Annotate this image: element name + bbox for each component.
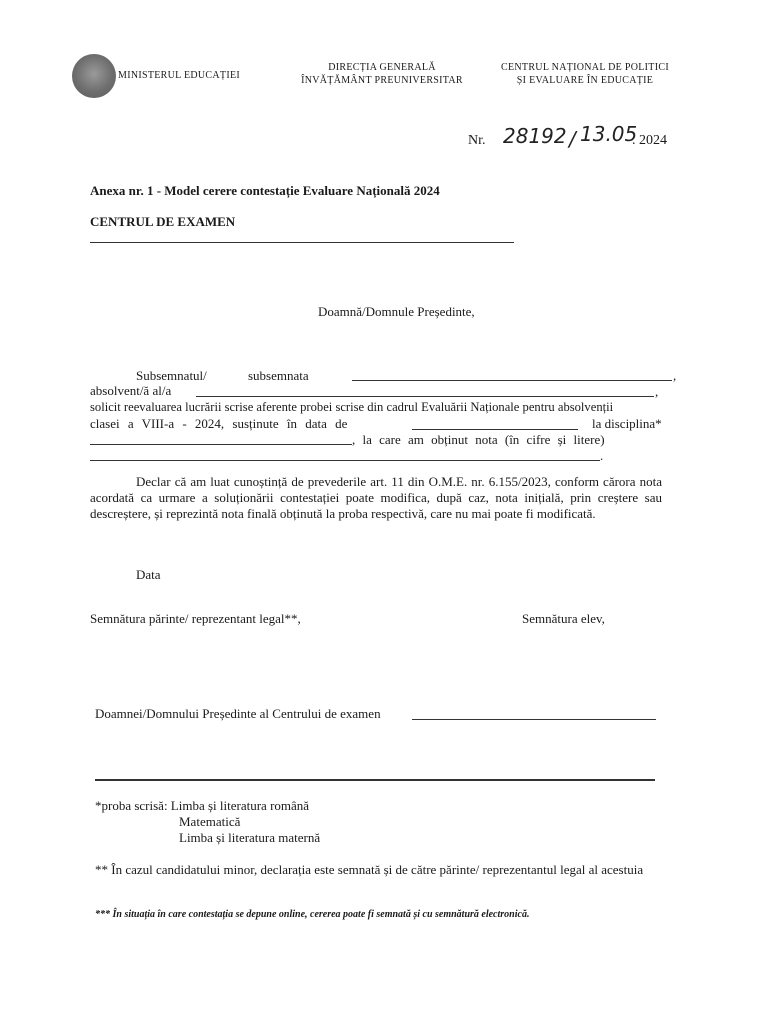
exam-date-label: clasei a VIII-a - 2024, susținute în data de	[90, 416, 348, 431]
declaration-paragraph	[90, 474, 662, 522]
school-field-comma: ,	[655, 384, 659, 399]
center-name	[490, 61, 680, 87]
footnote-online-submission: *** În situația în care contestația se depune online, cererea poate fi semnată și cu semnătură electronică.	[95, 909, 530, 920]
ministry-name: MINISTERUL EDUCAȚIEI	[118, 70, 241, 81]
registration-prefix: Nr.	[468, 133, 486, 148]
footnote-subject-romanian: *proba scrisă: Limba și literatura română	[95, 798, 310, 813]
declaration-text: Declar că am luat cunoștință de prevederile art. 11 din O.M.E. nr. 6.155/2023, conform cărora nota acordată ca urmare a soluționării contestației poate modifica, după caz, nota inițială, prin creștere sau descreștere, și reprezintă nota finală obținută la proba respectivă, care nu mai poate fi modificată.	[90, 474, 662, 521]
center-line1: CENTRUL NAȚIONAL DE POLITICI	[501, 62, 669, 73]
footnote-subjects	[95, 798, 320, 846]
discipline-field-line[interactable]	[90, 444, 352, 445]
graduate-label: absolvent/ă al/a	[90, 383, 172, 398]
discipline-label: la disciplina*	[592, 416, 662, 431]
directorate-line1: DIRECȚIA GENERALĂ	[328, 62, 436, 73]
name-field-comma: ,	[673, 368, 677, 383]
exam-center-heading: CENTRUL DE EXAMEN	[90, 214, 236, 229]
addressee-field-line[interactable]	[412, 719, 656, 720]
footnote-subject-maternal: Limba și literatura maternă	[179, 830, 321, 845]
footnote-minor-candidate: ** În cazul candidatului minor, declarația este semnată și de către părinte/ reprezentantul legal al acestuia	[95, 862, 644, 877]
annex-title: Anexa nr. 1 - Model cerere contestație Evaluare Națională 2024	[90, 183, 440, 198]
grade-label: , la care am obținut nota (în cifre și litere)	[352, 432, 605, 447]
registration-year: . 2024	[632, 133, 667, 148]
parent-signature-label: Semnătura părinte/ reprezentant legal**,	[90, 611, 301, 626]
grade-field-line[interactable]	[90, 460, 600, 461]
undersigned-label: Subsemnatul/	[136, 368, 207, 383]
school-field-line[interactable]	[196, 396, 654, 397]
footnote-subject-math: Matematică	[179, 814, 241, 829]
ministry-emblem-icon	[72, 54, 116, 98]
grade-field-period: .	[600, 448, 604, 463]
date-label: Data	[136, 567, 161, 582]
footnote-divider	[95, 779, 655, 781]
directorate-line2: ÎNVĂȚĂMÂNT PREUNIVERSITAR	[301, 75, 463, 86]
reevaluation-request: solicit reevaluarea lucrării scrise aferente probei scrise din cadrul Evaluării Naționale pentru absolvenții	[90, 400, 614, 414]
registration-date: 13.05	[580, 122, 638, 146]
undersigned-label-fem: subsemnata	[248, 368, 309, 383]
registration-number: 28192	[503, 124, 567, 148]
salutation: Doamnă/Domnule Președinte,	[318, 304, 475, 319]
student-signature-label: Semnătura elev,	[522, 611, 605, 626]
center-line2: ȘI EVALUARE ÎN EDUCAȚIE	[516, 75, 654, 86]
name-field-line[interactable]	[352, 380, 672, 381]
addressee-label: Doamnei/Domnului Președinte al Centrului de examen	[95, 706, 381, 721]
directorate-name	[298, 61, 466, 87]
exam-date-field-line[interactable]	[412, 429, 578, 430]
exam-center-line	[90, 242, 514, 243]
registration-separator: /	[569, 127, 576, 151]
